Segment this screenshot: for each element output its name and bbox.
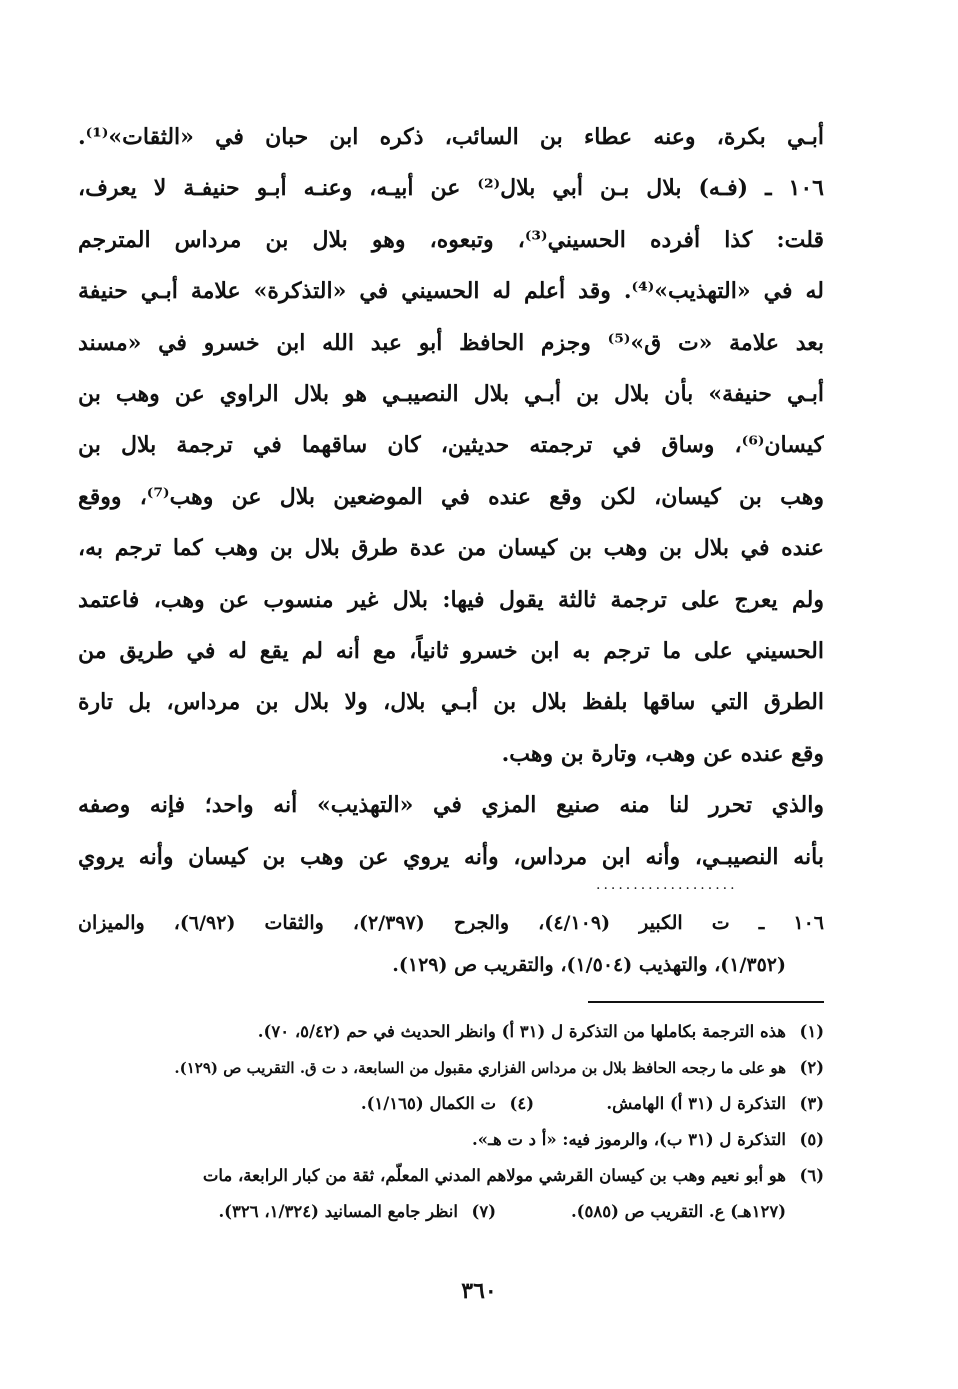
footnote-5-number: (٥) bbox=[799, 1130, 824, 1149]
footnote-2-number: (٢) bbox=[799, 1058, 824, 1077]
page-number: ٣٦٠ bbox=[461, 1278, 497, 1304]
main-text-line-5: بعد علامة «ت ق»⁽⁵⁾ وجزم الحافظ أبو عبد الله ابن خسرو في «مسند bbox=[78, 329, 824, 356]
main-text-line-9: عنده في بلال بن وهب بن كيسان من عدة طرق بلال بن وهب كما ترجم به، bbox=[78, 535, 824, 562]
sources-line-2: (١/٣٥٢)، والتهذيب (١/٥٠٤)، والتقريب ص (١٢٩). bbox=[392, 954, 786, 976]
footnote-3-number: (٣) bbox=[799, 1094, 824, 1113]
footnote-3-text: التذكرة ل (٣١ أ) الهامش. bbox=[606, 1094, 786, 1113]
footnote-7-text: انظر جامع المسانيد (١/٣٢٤، ٣٢٦). bbox=[218, 1202, 458, 1221]
footnotes-6-7-line bbox=[78, 1194, 824, 1230]
footnote-1 bbox=[78, 1014, 824, 1050]
main-text-line-6: أبـي حنيفة» بأن بلال بن أبـي بلال النصيبـي هو بلال الراوي عن وهب بن bbox=[78, 381, 824, 408]
sources-block bbox=[78, 902, 824, 986]
main-text-body bbox=[78, 112, 824, 883]
main-text-line-8: وهب بن كيسان، لكن وقع عنده في الموضعين بلال عن وهب⁽⁷⁾، ووقع bbox=[78, 483, 824, 510]
footnote-7 bbox=[218, 1194, 496, 1230]
main-text-line-13: وقع عنده عن وهب، وتارة بن وهب. bbox=[501, 740, 824, 767]
main-text-line-12: الطرق التي ساقها بلفظ بلال بن أبـي بلال، ولا بلال بن مرداس، بل تارة bbox=[78, 689, 824, 716]
footnote-4 bbox=[361, 1086, 534, 1122]
main-text-line-14: والذي تحرر لنا منه صنيع المزي في «التهذيب» أنه واحد؛ فإنه وصفه bbox=[78, 792, 824, 819]
main-text-line-10: ولم يعرج على ترجمة ثالثة يقول فيها: بلال غير منسوب عن وهب، فاعتمد bbox=[78, 586, 824, 613]
footnote-4-text: ت الكمال (١/١٦٥). bbox=[360, 1094, 496, 1113]
main-text-line-15: بأنه النصيبـي، وأنه ابن مرداس، وأنه يروي عن وهب بن كيسان وأنه يروي bbox=[78, 843, 824, 870]
main-text-line-3: قلت: كذا أفرده الحسيني⁽³⁾، وتبعوه، وهو بلال بن مرداس المترجم bbox=[78, 226, 824, 253]
footnote-1-text: هذه الترجمة بكاملها من التذكرة ل (٣١ أ) وانظر الحديث في حم (٥/٤٢، ٧٠). bbox=[257, 1022, 786, 1041]
footnote-5 bbox=[78, 1122, 824, 1158]
footnote-6 bbox=[78, 1158, 824, 1194]
footnote-6-text: هو أبو نعيم وهب بن كيسان القرشي مولاهم المدني المعلّم، ثقة من كبار الرابعة، مات bbox=[202, 1166, 786, 1185]
footnote-3 bbox=[534, 1086, 824, 1122]
main-text-line-4: له في «التهذيب»⁽⁴⁾. وقد أعلم له الحسيني في «التذكرة» علامة أبـي حنيفة bbox=[78, 278, 824, 305]
footnote-7-number: (٧) bbox=[471, 1202, 496, 1221]
footnote-2 bbox=[78, 1050, 824, 1086]
footnote-rule bbox=[588, 1001, 824, 1003]
footnote-1-number: (١) bbox=[799, 1022, 824, 1041]
dotted-separator: ................... bbox=[596, 878, 738, 892]
footnote-6-continuation: (١٢٧هـ) ع. التقريب ص (٥٨٥). bbox=[570, 1202, 786, 1221]
footnotes-block bbox=[78, 1014, 824, 1230]
main-text-line-7: كيسان⁽⁶⁾، وساق في ترجمته حديثين، كان ساقهما في ترجمة بلال بن bbox=[78, 432, 824, 459]
footnote-5-text: التذكرة ل (٣١ ب)، والرموز فيه: «أ د ت هـ». bbox=[472, 1130, 786, 1149]
footnotes-3-4-line bbox=[78, 1086, 824, 1122]
main-text-line-1: أبـي بكرة، وعنه عطاء بن السائب، ذكره ابن حبان في «الثقات»⁽¹⁾. bbox=[78, 124, 824, 150]
footnote-4-number: (٤) bbox=[509, 1094, 534, 1113]
footnote-2-text: هو على ما رجحه الحافظ بلال بن مرداس الفزاري مقبول من السابعة، د ت ق. التقريب ص (١٢٩). bbox=[174, 1059, 786, 1077]
footnote-6-number: (٦) bbox=[799, 1166, 824, 1185]
sources-line-1: ١٠٦ ـ ت الكبير (٤/١٠٩)، والجرح (٢/٣٩٧)، والثقات (٦/٩٢)، والميزان bbox=[78, 912, 824, 934]
main-text-line-11: الحسيني على ما ترجم به ابن خسرو ثانياً، مع أنه لم يقع له في طريق من bbox=[78, 638, 824, 665]
entry-106-heading-line: ١٠٦ ـ (فـه) بلال بـن أبي بلال⁽²⁾ عن أبيـه، وعنـه أبـو حنيفـة لا يعرف، bbox=[78, 175, 824, 202]
